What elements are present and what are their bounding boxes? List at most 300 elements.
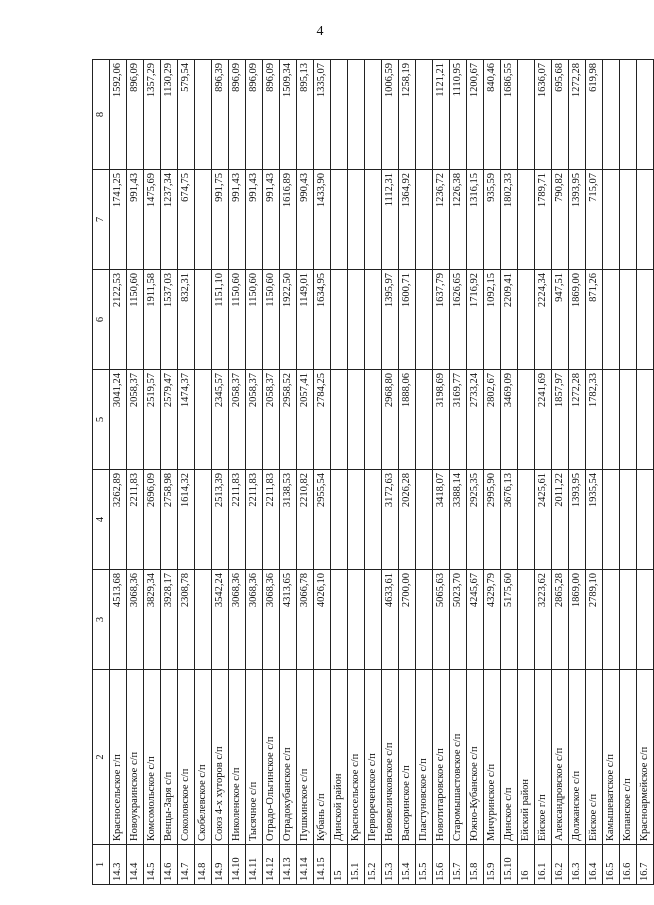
value-cell: 1741,25 <box>110 170 127 270</box>
value-cell: 3223,62 <box>535 570 552 670</box>
value-cell: 1150,60 <box>127 270 144 370</box>
column-header: 5 <box>93 370 110 470</box>
table-row <box>144 60 161 885</box>
row-name-cell: Первореченское с/п <box>365 670 382 845</box>
table-row <box>110 60 127 885</box>
value-cell: 619,98 <box>586 60 603 170</box>
table-row <box>518 60 535 885</box>
row-name-cell: Пластуновское с/п <box>416 670 433 845</box>
value-cell <box>518 470 535 570</box>
table-row <box>382 60 399 885</box>
value-cell: 1395,97 <box>382 270 399 370</box>
column-header: 1 <box>93 845 110 885</box>
row-name-cell: Васюринское с/п <box>399 670 416 845</box>
table-row <box>552 60 569 885</box>
value-cell <box>365 270 382 370</box>
table-row <box>314 60 331 885</box>
value-cell: 2211,83 <box>246 470 263 570</box>
row-index-cell: 14.7 <box>178 845 195 885</box>
value-cell <box>195 170 212 270</box>
value-cell: 935,59 <box>484 170 501 270</box>
value-cell: 1509,34 <box>280 60 297 170</box>
row-index-cell: 15.10 <box>501 845 518 885</box>
value-cell: 990,43 <box>297 170 314 270</box>
row-index-cell: 14.6 <box>161 845 178 885</box>
column-header: 3 <box>93 570 110 670</box>
row-index-cell: 16.2 <box>552 845 569 885</box>
value-cell <box>195 570 212 670</box>
row-name-cell: Динской район <box>331 670 348 845</box>
value-cell: 2308,78 <box>178 570 195 670</box>
value-cell: 1802,33 <box>501 170 518 270</box>
value-cell <box>603 370 620 470</box>
value-cell: 1236,72 <box>433 170 450 270</box>
value-cell <box>603 60 620 170</box>
value-cell: 4513,68 <box>110 570 127 670</box>
value-cell: 2211,83 <box>127 470 144 570</box>
table-row <box>331 60 348 885</box>
row-index-cell: 14.11 <box>246 845 263 885</box>
value-cell <box>331 470 348 570</box>
value-cell <box>348 170 365 270</box>
value-cell <box>637 60 654 170</box>
table-row <box>212 60 229 885</box>
value-cell: 3068,36 <box>229 570 246 670</box>
value-cell: 1592,06 <box>110 60 127 170</box>
value-cell: 2865,28 <box>552 570 569 670</box>
value-cell: 1782,33 <box>586 370 603 470</box>
value-cell: 1357,29 <box>144 60 161 170</box>
row-name-cell: Тысячное с/п <box>246 670 263 845</box>
value-cell <box>637 570 654 670</box>
row-index-cell: 15 <box>331 845 348 885</box>
value-cell <box>348 370 365 470</box>
value-cell: 1911,58 <box>144 270 161 370</box>
value-cell: 2802,67 <box>484 370 501 470</box>
value-cell: 2425,61 <box>535 470 552 570</box>
row-name-cell: Динское с/п <box>501 670 518 845</box>
value-cell: 1634,95 <box>314 270 331 370</box>
value-cell: 790,82 <box>552 170 569 270</box>
row-index-cell: 16.6 <box>620 845 637 885</box>
value-cell: 2995,90 <box>484 470 501 570</box>
row-index-cell: 15.4 <box>399 845 416 885</box>
row-index-cell: 14.13 <box>280 845 297 885</box>
row-name-cell: Ейский район <box>518 670 535 845</box>
table-row <box>365 60 382 885</box>
row-index-cell: 15.5 <box>416 845 433 885</box>
row-name-cell: Красносельское с/п <box>348 670 365 845</box>
row-name-cell: Южно-Кубанское с/п <box>467 670 484 845</box>
value-cell: 2784,25 <box>314 370 331 470</box>
value-cell <box>620 370 637 470</box>
value-cell <box>365 170 382 270</box>
value-cell: 3138,53 <box>280 470 297 570</box>
row-index-cell: 14.14 <box>297 845 314 885</box>
value-cell: 1935,54 <box>586 470 603 570</box>
value-cell: 2209,41 <box>501 270 518 370</box>
value-cell: 1150,60 <box>263 270 280 370</box>
value-cell <box>620 470 637 570</box>
row-name-cell: Кубань с/п <box>314 670 331 845</box>
value-cell: 4245,67 <box>467 570 484 670</box>
value-cell: 3041,24 <box>110 370 127 470</box>
value-cell: 1335,07 <box>314 60 331 170</box>
row-name-cell: Копанское с/п <box>620 670 637 845</box>
value-cell <box>603 470 620 570</box>
table-row <box>280 60 297 885</box>
value-cell <box>348 270 365 370</box>
table-rotator <box>92 60 650 885</box>
value-cell <box>195 470 212 570</box>
value-cell: 1686,55 <box>501 60 518 170</box>
value-cell <box>637 370 654 470</box>
value-cell: 896,09 <box>127 60 144 170</box>
value-cell: 896,09 <box>229 60 246 170</box>
tariff-table <box>92 59 654 885</box>
value-cell: 871,26 <box>586 270 603 370</box>
value-cell: 2958,52 <box>280 370 297 470</box>
row-index-cell: 15.2 <box>365 845 382 885</box>
value-cell: 896,09 <box>263 60 280 170</box>
value-cell: 2210,82 <box>297 470 314 570</box>
value-cell <box>518 370 535 470</box>
value-cell: 3676,13 <box>501 470 518 570</box>
value-cell <box>416 470 433 570</box>
value-cell <box>603 270 620 370</box>
row-index-cell: 16 <box>518 845 535 885</box>
value-cell: 579,54 <box>178 60 195 170</box>
value-cell: 2057,41 <box>297 370 314 470</box>
row-name-cell: Николенское с/п <box>229 670 246 845</box>
value-cell <box>416 170 433 270</box>
row-name-cell: Новотитаровское с/п <box>433 670 450 845</box>
value-cell: 2211,83 <box>263 470 280 570</box>
table-row <box>501 60 518 885</box>
value-cell: 2955,54 <box>314 470 331 570</box>
value-cell <box>195 370 212 470</box>
value-cell: 2789,10 <box>586 570 603 670</box>
table-row <box>433 60 450 885</box>
value-cell: 2513,39 <box>212 470 229 570</box>
value-cell: 1537,03 <box>161 270 178 370</box>
row-index-cell: 16.4 <box>586 845 603 885</box>
row-name-cell: Нововеличковское с/п <box>382 670 399 845</box>
table-row <box>620 60 637 885</box>
row-name-cell: Скобелевское с/п <box>195 670 212 845</box>
value-cell: 2758,98 <box>161 470 178 570</box>
row-index-cell: 16.1 <box>535 845 552 885</box>
value-cell: 695,68 <box>552 60 569 170</box>
value-cell <box>518 170 535 270</box>
value-cell: 2026,28 <box>399 470 416 570</box>
value-cell <box>365 570 382 670</box>
row-name-cell: Соколовское с/п <box>178 670 195 845</box>
value-cell: 1200,67 <box>467 60 484 170</box>
value-cell <box>620 570 637 670</box>
table-row <box>348 60 365 885</box>
value-cell: 1857,97 <box>552 370 569 470</box>
value-cell: 1364,92 <box>399 170 416 270</box>
row-name-cell: Камышеватское с/п <box>603 670 620 845</box>
table-row <box>450 60 467 885</box>
value-cell <box>365 470 382 570</box>
column-header: 7 <box>93 170 110 270</box>
row-index-cell: 14.10 <box>229 845 246 885</box>
value-cell: 2968,80 <box>382 370 399 470</box>
row-index-cell: 14.9 <box>212 845 229 885</box>
value-cell: 1393,95 <box>569 470 586 570</box>
value-cell <box>365 370 382 470</box>
value-cell: 2519,57 <box>144 370 161 470</box>
row-index-cell: 16.3 <box>569 845 586 885</box>
row-index-cell: 15.8 <box>467 845 484 885</box>
value-cell: 2700,00 <box>399 570 416 670</box>
value-cell: 2122,53 <box>110 270 127 370</box>
value-cell <box>518 60 535 170</box>
value-cell: 840,46 <box>484 60 501 170</box>
row-name-cell: Отрадокубанское с/п <box>280 670 297 845</box>
column-header: 6 <box>93 270 110 370</box>
value-cell: 1150,60 <box>229 270 246 370</box>
value-cell: 1869,00 <box>569 270 586 370</box>
row-name-cell: Красносельское г/п <box>110 670 127 845</box>
value-cell <box>348 470 365 570</box>
row-index-cell: 14.5 <box>144 845 161 885</box>
row-index-cell: 15.7 <box>450 845 467 885</box>
value-cell: 2241,69 <box>535 370 552 470</box>
row-index-cell: 14.4 <box>127 845 144 885</box>
row-index-cell: 15.1 <box>348 845 365 885</box>
table-row <box>161 60 178 885</box>
value-cell: 2058,37 <box>127 370 144 470</box>
row-index-cell: 14.8 <box>195 845 212 885</box>
column-header: 4 <box>93 470 110 570</box>
value-cell: 5023,70 <box>450 570 467 670</box>
value-cell: 3198,69 <box>433 370 450 470</box>
value-cell <box>416 270 433 370</box>
value-cell: 3388,14 <box>450 470 467 570</box>
table-row <box>416 60 433 885</box>
value-cell: 4329,79 <box>484 570 501 670</box>
value-cell: 3262,89 <box>110 470 127 570</box>
value-cell <box>195 60 212 170</box>
value-cell: 991,43 <box>127 170 144 270</box>
value-cell: 1393,95 <box>569 170 586 270</box>
value-cell: 1637,79 <box>433 270 450 370</box>
value-cell <box>603 170 620 270</box>
rotated-table-area <box>92 60 650 885</box>
value-cell: 3172,63 <box>382 470 399 570</box>
value-cell: 991,43 <box>246 170 263 270</box>
value-cell: 1626,65 <box>450 270 467 370</box>
row-index-cell: 16.5 <box>603 845 620 885</box>
value-cell: 1272,28 <box>569 60 586 170</box>
row-name-cell: Комсомольское с/п <box>144 670 161 845</box>
table-row <box>263 60 280 885</box>
value-cell: 991,43 <box>263 170 280 270</box>
value-cell <box>637 270 654 370</box>
value-cell <box>331 370 348 470</box>
value-cell: 1151,10 <box>212 270 229 370</box>
value-cell: 1092,15 <box>484 270 501 370</box>
value-cell: 1869,00 <box>569 570 586 670</box>
row-name-cell: Пушкинское с/п <box>297 670 314 845</box>
table-row <box>637 60 654 885</box>
value-cell: 2211,83 <box>229 470 246 570</box>
row-name-cell: Александровское с/п <box>552 670 569 845</box>
value-cell: 2696,09 <box>144 470 161 570</box>
column-header: 2 <box>93 670 110 845</box>
value-cell: 5065,63 <box>433 570 450 670</box>
row-index-cell: 15.9 <box>484 845 501 885</box>
value-cell: 2224,34 <box>535 270 552 370</box>
value-cell: 674,75 <box>178 170 195 270</box>
value-cell: 1316,15 <box>467 170 484 270</box>
value-cell: 2733,24 <box>467 370 484 470</box>
value-cell <box>416 370 433 470</box>
value-cell: 1433,90 <box>314 170 331 270</box>
table-row <box>297 60 314 885</box>
value-cell: 1258,19 <box>399 60 416 170</box>
value-cell: 1475,69 <box>144 170 161 270</box>
row-index-cell: 14.15 <box>314 845 331 885</box>
value-cell: 2058,37 <box>229 370 246 470</box>
value-cell <box>637 170 654 270</box>
value-cell: 1110,95 <box>450 60 467 170</box>
row-name-cell: Должанское с/п <box>569 670 586 845</box>
row-name-cell: Ейское с/п <box>586 670 603 845</box>
value-cell <box>348 60 365 170</box>
value-cell: 1149,01 <box>297 270 314 370</box>
value-cell: 1922,50 <box>280 270 297 370</box>
value-cell <box>348 570 365 670</box>
value-cell <box>331 270 348 370</box>
row-name-cell: Новоукраинское с/п <box>127 670 144 845</box>
row-name-cell: Венцы-Заря с/п <box>161 670 178 845</box>
page-number: 4 <box>316 24 324 39</box>
value-cell <box>603 570 620 670</box>
value-cell: 2579,47 <box>161 370 178 470</box>
value-cell: 3169,77 <box>450 370 467 470</box>
value-cell: 3418,07 <box>433 470 450 570</box>
value-cell <box>416 570 433 670</box>
value-cell: 3068,36 <box>127 570 144 670</box>
value-cell: 1112,31 <box>382 170 399 270</box>
value-cell: 896,09 <box>246 60 263 170</box>
row-name-cell: Красноармейское с/п <box>637 670 654 845</box>
table-row <box>467 60 484 885</box>
value-cell: 991,75 <box>212 170 229 270</box>
row-index-cell: 15.3 <box>382 845 399 885</box>
value-cell <box>195 270 212 370</box>
value-cell: 2058,37 <box>263 370 280 470</box>
value-cell <box>331 60 348 170</box>
value-cell: 3928,17 <box>161 570 178 670</box>
row-index-cell: 15.6 <box>433 845 450 885</box>
value-cell: 3469,09 <box>501 370 518 470</box>
value-cell: 896,39 <box>212 60 229 170</box>
value-cell: 3068,36 <box>263 570 280 670</box>
value-cell: 2058,37 <box>246 370 263 470</box>
row-name-cell: Старомышастовское с/п <box>450 670 467 845</box>
value-cell <box>331 570 348 670</box>
value-cell <box>620 270 637 370</box>
value-cell: 832,31 <box>178 270 195 370</box>
value-cell: 1888,06 <box>399 370 416 470</box>
value-cell: 5175,60 <box>501 570 518 670</box>
table-row <box>127 60 144 885</box>
column-header: 8 <box>93 60 110 170</box>
row-name-cell: Отрадо-Ольгинское с/п <box>263 670 280 845</box>
table-row <box>535 60 552 885</box>
row-index-cell: 14.3 <box>110 845 127 885</box>
value-cell: 715,07 <box>586 170 603 270</box>
value-cell: 1006,59 <box>382 60 399 170</box>
table-row <box>246 60 263 885</box>
row-name-cell: Ейское г/п <box>535 670 552 845</box>
value-cell <box>518 570 535 670</box>
value-cell: 4026,10 <box>314 570 331 670</box>
value-cell: 1616,89 <box>280 170 297 270</box>
row-index-cell: 16.7 <box>637 845 654 885</box>
value-cell: 1636,07 <box>535 60 552 170</box>
table-row <box>603 60 620 885</box>
table-row <box>399 60 416 885</box>
value-cell: 1237,34 <box>161 170 178 270</box>
value-cell: 3068,36 <box>246 570 263 670</box>
table-row <box>586 60 603 885</box>
value-cell: 1474,37 <box>178 370 195 470</box>
value-cell: 1121,21 <box>433 60 450 170</box>
value-cell: 1789,71 <box>535 170 552 270</box>
value-cell <box>331 170 348 270</box>
row-index-cell: 14.12 <box>263 845 280 885</box>
table-row <box>195 60 212 885</box>
value-cell: 947,51 <box>552 270 569 370</box>
value-cell: 3542,24 <box>212 570 229 670</box>
value-cell: 1226,38 <box>450 170 467 270</box>
value-cell <box>416 60 433 170</box>
value-cell <box>365 60 382 170</box>
value-cell: 4313,65 <box>280 570 297 670</box>
value-cell <box>620 170 637 270</box>
value-cell: 2011,22 <box>552 470 569 570</box>
value-cell: 991,43 <box>229 170 246 270</box>
row-name-cell: Союз 4-х хуторов с/п <box>212 670 229 845</box>
value-cell: 3829,34 <box>144 570 161 670</box>
table-row <box>569 60 586 885</box>
value-cell: 3066,78 <box>297 570 314 670</box>
value-cell <box>518 270 535 370</box>
value-cell <box>637 470 654 570</box>
value-cell: 1614,32 <box>178 470 195 570</box>
table-header-row <box>93 60 110 885</box>
table-row <box>484 60 501 885</box>
value-cell: 2345,57 <box>212 370 229 470</box>
value-cell: 1272,28 <box>569 370 586 470</box>
value-cell: 2925,35 <box>467 470 484 570</box>
value-cell: 1716,92 <box>467 270 484 370</box>
value-cell: 1130,29 <box>161 60 178 170</box>
value-cell: 4633,61 <box>382 570 399 670</box>
table-row <box>229 60 246 885</box>
table-row <box>178 60 195 885</box>
value-cell: 895,13 <box>297 60 314 170</box>
row-name-cell: Мичуринское с/п <box>484 670 501 845</box>
value-cell <box>620 60 637 170</box>
value-cell: 1150,60 <box>246 270 263 370</box>
